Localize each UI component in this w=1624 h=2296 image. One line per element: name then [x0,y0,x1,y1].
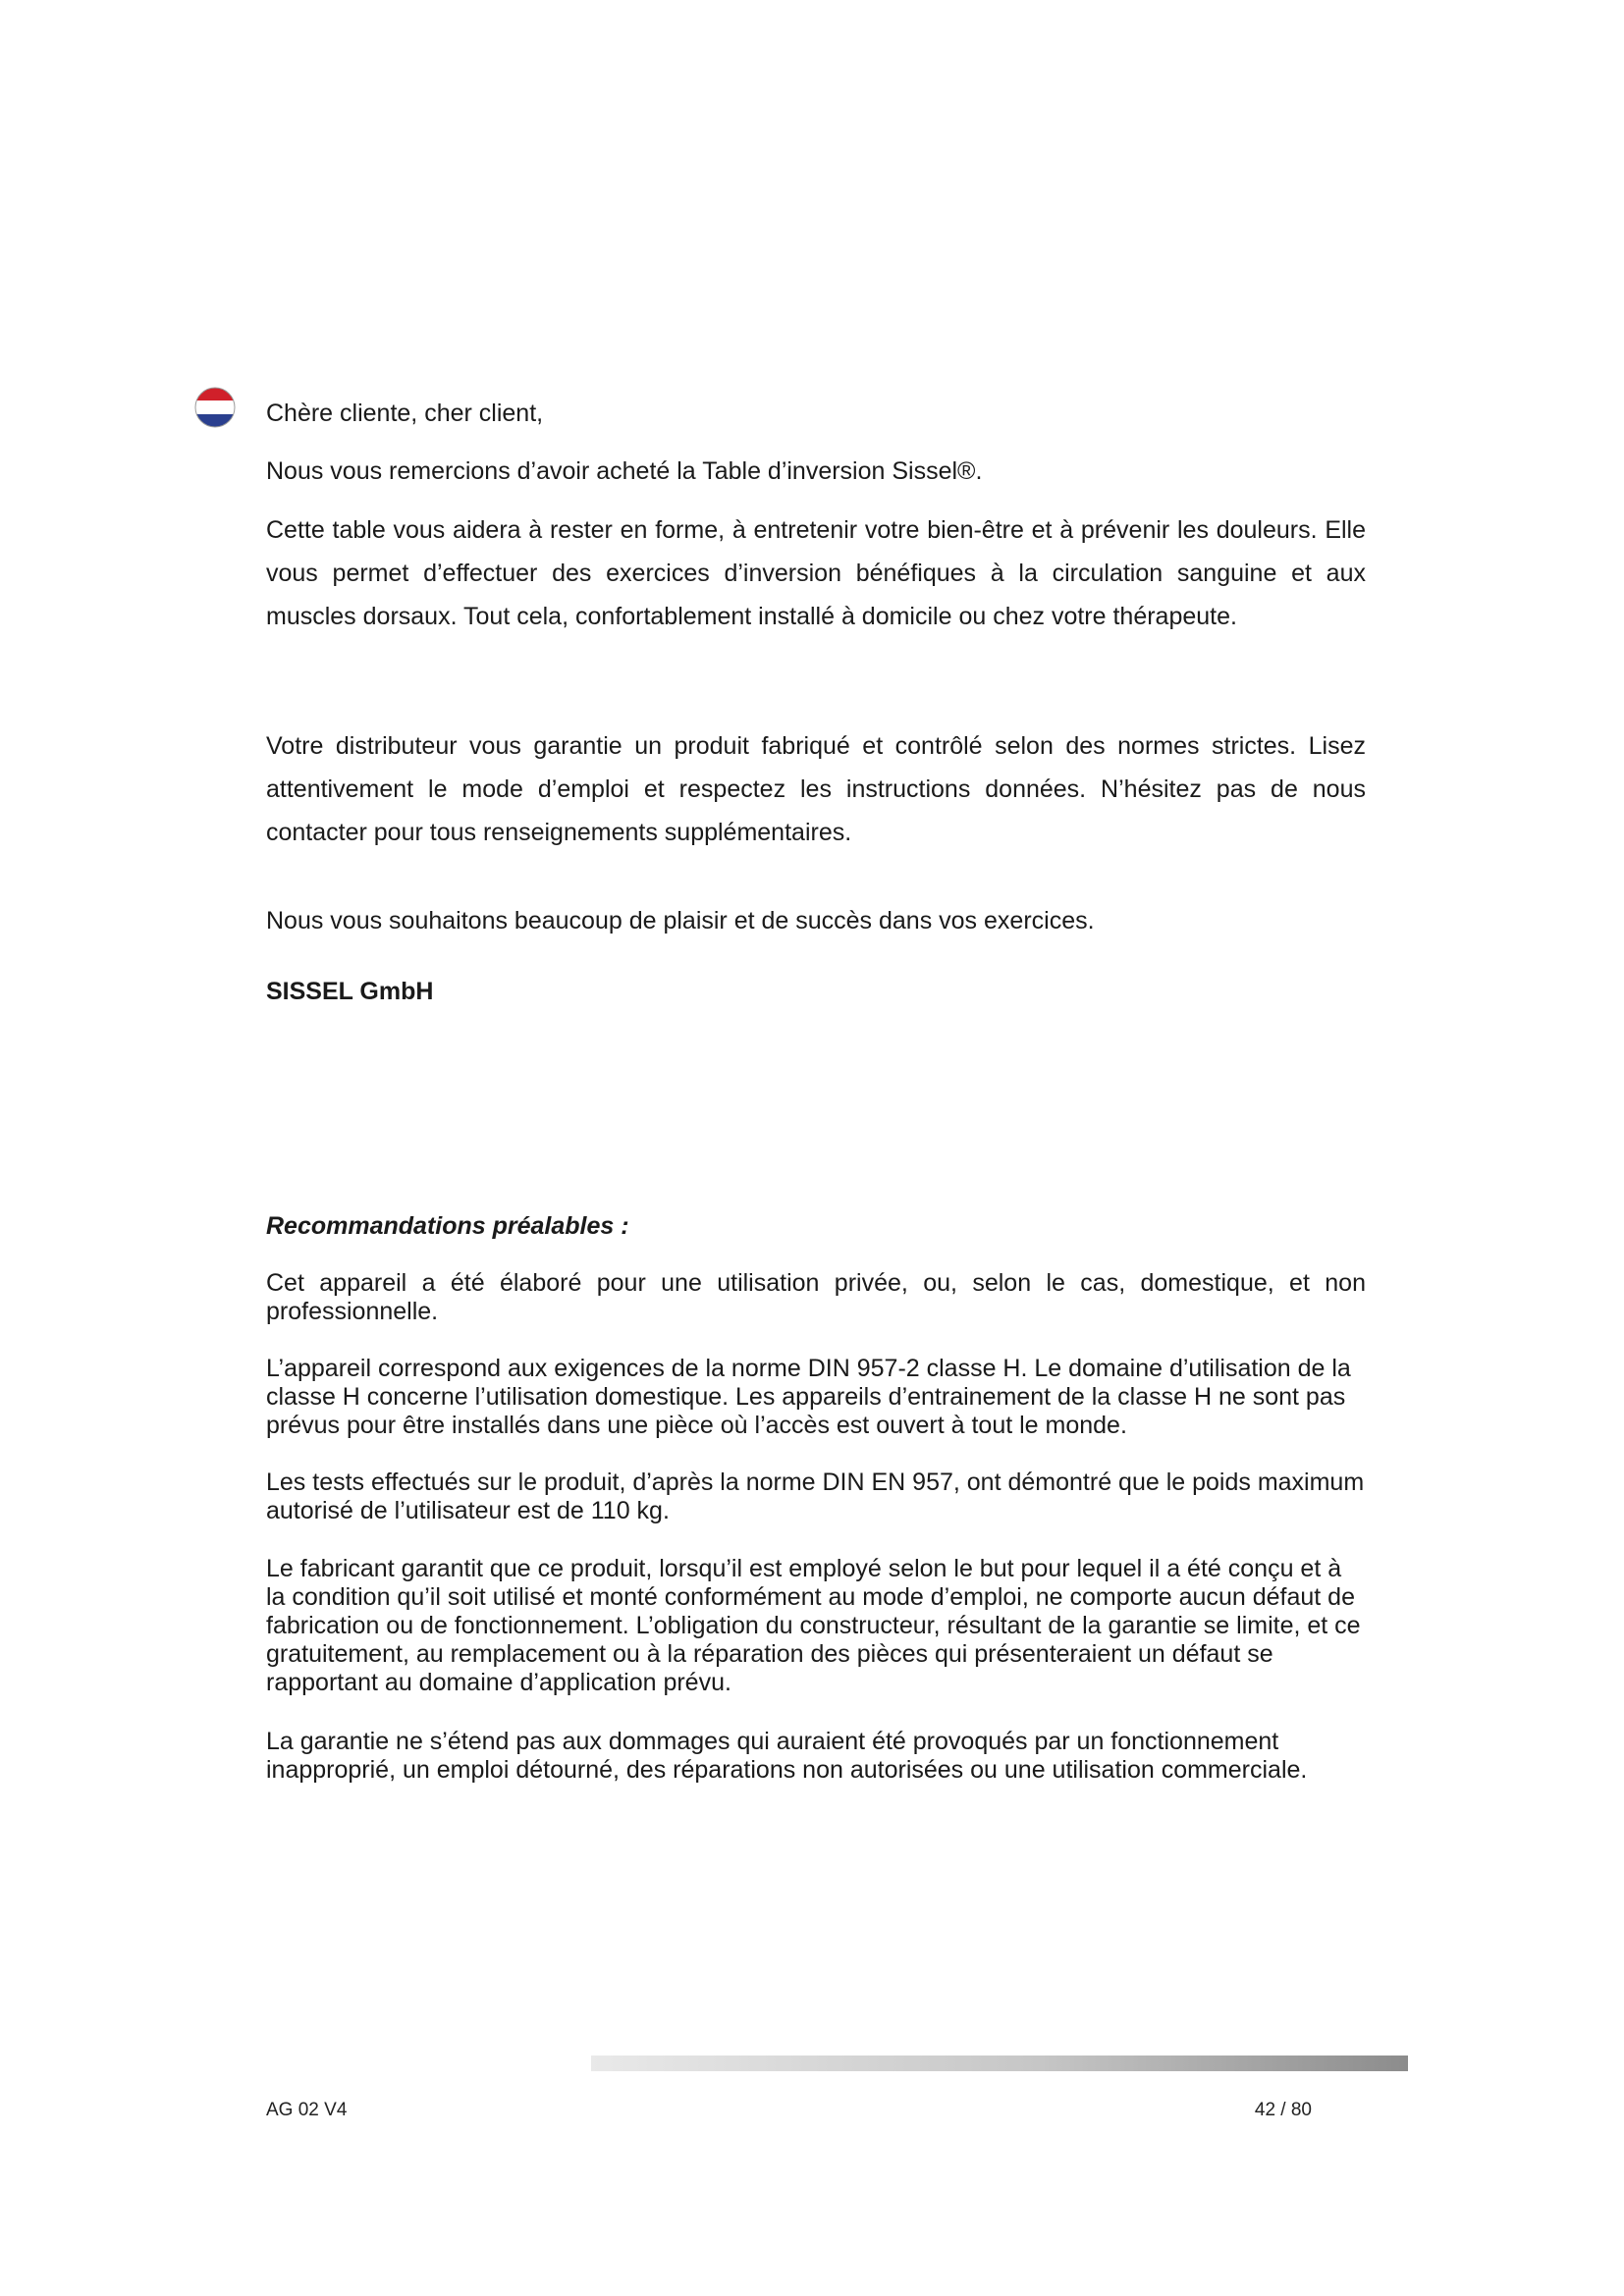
greeting: Chère cliente, cher client, [266,400,544,427]
signature: SISSEL GmbH [266,978,434,1005]
recommendation-paragraph-2: L’appareil correspond aux exigences de la norme DIN 957-2 classe H. Le domaine d’utilisation de la classe H concerne l’utilisation domestique. Les appareils d’entrainement de la classe H ne sont pas prévus pour être installés dans une pièce où l’accès est ouvert à tout le monde. [266,1355,1351,1439]
thanks-line: Nous vous remercions d’avoir acheté la Table d’inversion Sissel®. [266,457,983,485]
wishes-line: Nous vous souhaitons beaucoup de plaisir et de succès dans vos exercices. [266,907,1095,934]
document-code: AG 02 V4 [266,2100,348,2120]
footer-divider-bar [591,2056,1408,2071]
intro-paragraph: Cette table vous aidera à rester en forme, à entretenir votre bien-être et à prévenir les douleurs. Elle vous permet d’effectuer des exercices d’inversion bénéfiques à la circulation sanguine et aux muscles dorsaux. Tout cela, confortablement installé à domicile ou chez votre thérapeute. [266,516,1366,630]
recommendations-heading: Recommandations préalables : [266,1212,629,1240]
flag-icon [194,387,236,428]
recommendation-paragraph-1: Cet appareil a été élaboré pour une utilisation privée, ou, selon le cas, domestique, et non professionnelle. [266,1269,1366,1325]
guarantee-paragraph: Votre distributeur vous garantie un produit fabriqué et contrôlé selon des normes strictes. Lisez attentivement le mode d’emploi et respectez les instructions données. N’hésitez pas de nous contacter pour tous renseignements supplémentaires. [266,732,1366,846]
recommendation-paragraph-3: Les tests effectués sur le produit, d’après la norme DIN EN 957, ont démontré que le poids maximum autorisé de l’utilisateur est de 110 kg. [266,1468,1365,1524]
recommendation-paragraph-4: Le fabricant garantit que ce produit, lorsqu’il est employé selon le but pour lequel il a été conçu et à la condition qu’il soit utilisé et monté conformément au mode d’emploi, ne comporte aucun défaut de fabrication ou de fonctionnement. L’obligation du constructeur, résultant de la garantie se limite, et ce gratuitement, au remplacement ou à la réparation des pièces qui présenteraient un défaut se rapportant au domaine d’application prévu. [266,1555,1361,1696]
page-number: 42 / 80 [1254,2100,1312,2120]
recommendation-paragraph-5: La garantie ne s’étend pas aux dommages qui auraient été provoqués par un fonctionnement inapproprié, un emploi détourné, des réparations non autorisées ou une utilisation commerciale. [266,1728,1308,1784]
